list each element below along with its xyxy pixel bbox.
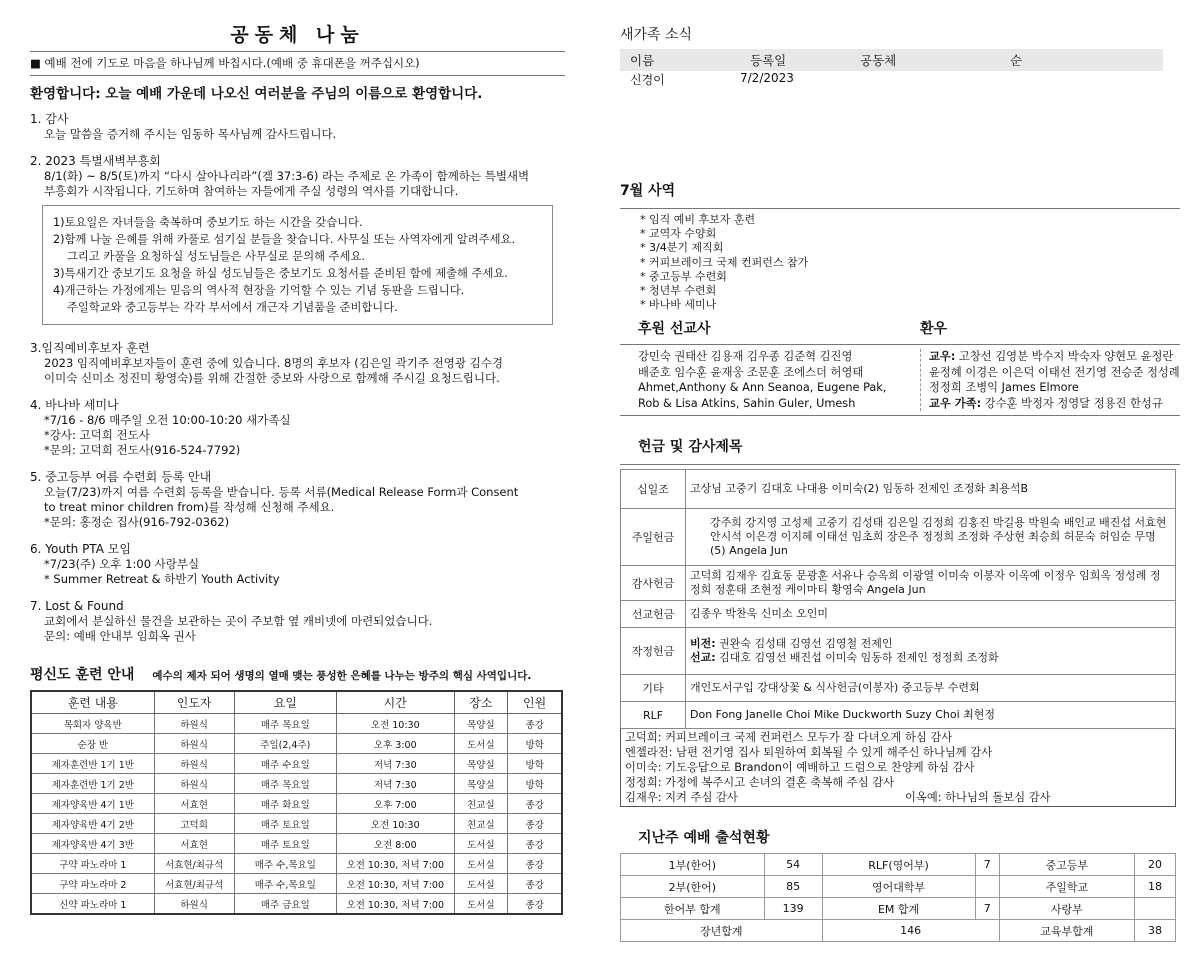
offering-category: RLF — [621, 702, 686, 729]
left-column — [30, 0, 565, 915]
training-cell: 도서실 — [454, 854, 508, 874]
divider — [620, 464, 1180, 465]
offering-text: 개인도서구입 강대상꽃 & 식사헌금(이봉자) 중고등부 수련회 — [690, 681, 980, 695]
training-row — [31, 794, 562, 814]
training-cell: 목양실 — [454, 754, 508, 774]
training-cell: 서효현/최규석 — [154, 854, 234, 874]
training-cell: 하원식 — [154, 774, 234, 794]
attendance-cell: 2부(한어) — [621, 876, 765, 898]
missionary-title: 후원 선교사 — [638, 321, 711, 338]
training-cell: 종강 — [508, 854, 562, 874]
training-col-header: 시간 — [337, 691, 455, 714]
attendance-title: 지난주 예배 출석현황 — [638, 830, 770, 847]
attendance-cell: 18 — [1135, 876, 1176, 898]
offering-text: 고상님 고중기 김대호 나대용 이미숙(2) 임동하 전제인 조정화 최용석B — [690, 482, 1029, 496]
attendance-cell — [975, 876, 999, 898]
attendance-cell — [1135, 898, 1176, 920]
offering-names — [686, 509, 1176, 566]
divider — [620, 208, 1180, 209]
attendance-total-row — [621, 920, 1176, 942]
training-cell: 도서실 — [454, 734, 508, 754]
training-cell: 매주 수,목요일 — [234, 874, 336, 894]
attendance-cell: 주일학교 — [999, 876, 1134, 898]
offering-text: 김대호 김영선 배진섭 이미숙 임동하 전제인 정정희 조정화 — [715, 651, 999, 665]
training-cell: 매주 목요일 — [234, 714, 336, 734]
divider — [620, 415, 1180, 416]
attendance-cell: EM 합계 — [822, 898, 975, 920]
training-table-header — [31, 691, 562, 714]
training-col-header: 인원 — [508, 691, 562, 714]
training-col-header: 인도자 — [154, 691, 234, 714]
offering-row — [621, 702, 1176, 729]
attendance-total-label: 장년합계 — [621, 920, 823, 942]
training-cell: 신약 파노라마 1 — [31, 894, 154, 915]
announcement-6: 6. Youth PTA 모임 *7/23(주) 오후 1:00 사랑부실 * Summer Retreat & 하반기 Youth Activity — [30, 542, 280, 586]
training-cell: 매주 화요일 — [234, 794, 336, 814]
training-cell: 하원식 — [154, 714, 234, 734]
training-row — [31, 714, 562, 734]
missionary-list: 강민숙 권태산 김용재 김우종 김준혁 김진영 배준호 임수훈 윤재웅 조문훈 조에스더 허영태 Ahmet,Anthony & Ann Seanoa, Eugene Pak, Rob & Lisa Atkins, Sahin Guler, Umesh — [638, 350, 887, 410]
training-cell: 제자훈련반 1기 2반 — [31, 774, 154, 794]
offering-names — [686, 566, 1176, 601]
training-cell: 종강 — [508, 794, 562, 814]
training-cell: 매주 수,목요일 — [234, 854, 336, 874]
sick-list: 교우: 고창선 김영분 박수지 박숙자 양현모 윤정란 윤정혜 이경은 이은덕 이태선 전기영 전승준 정성례 정정희 조병익 James Elmore 교우 가족: 강수훈 박정자 정영달 정용진 한성규 — [920, 349, 1180, 411]
training-col-header: 장소 — [454, 691, 508, 714]
offering-category: 감사헌금 — [621, 566, 686, 601]
training-cell: 저녁 7:30 — [337, 754, 455, 774]
divider — [30, 51, 565, 52]
offering-category: 주일헌금 — [621, 509, 686, 566]
offering-category: 십일조 — [621, 470, 686, 509]
july-item: * 3/4분기 제직회 — [640, 241, 724, 255]
attendance-cell: RLF(영어부) — [822, 854, 975, 876]
offering-text: Don Fong Janelle Choi Mike Duckworth Suzy Choi 최현정 — [690, 708, 996, 722]
july-title: 7월 사역 — [620, 183, 676, 199]
july-list — [620, 213, 1180, 312]
training-cell: 순장 반 — [31, 734, 154, 754]
training-cell: 매주 수요일 — [234, 754, 336, 774]
training-col-header: 훈련 내용 — [31, 691, 154, 714]
training-cell: 도서실 — [454, 874, 508, 894]
offering-text: 강주희 강지영 고성제 고중기 김성태 김은일 김정희 김홍진 박길용 박원숙 배인교 배진섭 서효현 안시석 이은경 이지혜 이태선 임초희 장은주 정정희 조정화 주상현 최승희 허문숙 허임순 무명(5) Angela Jun — [710, 516, 1167, 558]
training-cell: 종강 — [508, 894, 562, 915]
training-row — [31, 774, 562, 794]
welcome-text: 환영합니다: 오늘 예배 가운데 나오신 여러분을 주님의 이름으로 환영합니다. — [30, 86, 483, 102]
offering-text: 고덕희 김재우 김효동 문광훈 서유나 승옥희 이광열 이미숙 이봉자 이옥예 이정우 임희옥 정성례 정정희 정훈태 조현정 케이마티 황영숙 Angela Jun — [690, 569, 1161, 597]
training-cell: 오전 8:00 — [337, 834, 455, 854]
july-item: * 중고등부 수련회 — [640, 269, 727, 283]
offering-category: 기타 — [621, 675, 686, 702]
july-item: * 바나바 세미나 — [640, 298, 717, 312]
attendance-cell: 1부(한어) — [621, 854, 765, 876]
attendance-table — [620, 853, 1176, 942]
training-cell: 방학 — [508, 734, 562, 754]
training-cell: 도서실 — [454, 834, 508, 854]
notice: ■ 예배 전에 기도로 마음을 하나님께 바칩시다.(예배 중 휴대폰을 꺼주십시오) — [30, 56, 420, 70]
training-cell: 종강 — [508, 834, 562, 854]
offering-label: 비전: — [690, 637, 716, 651]
training-cell: 방학 — [508, 774, 562, 794]
training-cell: 오후 7:00 — [337, 794, 455, 814]
training-cell: 오전 10:30 — [337, 714, 455, 734]
training-cell: 도서실 — [454, 894, 508, 915]
offering-names — [686, 601, 1176, 628]
offering-row — [621, 628, 1176, 675]
july-item: * 임직 예비 후보자 훈련 — [640, 213, 756, 226]
newfamily-row: 신경이 7/2/2023 — [630, 71, 794, 87]
training-cell: 하원식 — [154, 894, 234, 915]
attendance-cell: 7 — [975, 898, 999, 920]
announcement-5: 5. 중고등부 여름 수련회 등록 안내 오늘(7/23)까지 여름 수련회 등록을 받습니다. 등록 서류(Medical Release Form과 Consent to treat minor children from)를 작성해 신청해 주세요. *문의: 홍정순 집사(916-792-0362) — [30, 470, 519, 529]
offering-names — [686, 675, 1176, 702]
training-cell: 고덕희 — [154, 814, 234, 834]
attendance-cell: 중고등부 — [999, 854, 1134, 876]
offering-row — [621, 509, 1176, 566]
attendance-cell: 영어대학부 — [822, 876, 975, 898]
training-cell: 제자양육반 4기 2반 — [31, 814, 154, 834]
attendance-cell: 139 — [764, 898, 822, 920]
training-cell: 하원식 — [154, 734, 234, 754]
training-cell: 오후 3:00 — [337, 734, 455, 754]
right-column — [620, 0, 1180, 942]
training-table — [30, 690, 563, 915]
july-item: * 청년부 수련회 — [640, 284, 717, 298]
training-cell: 매주 토요일 — [234, 814, 336, 834]
training-cell: 오전 10:30, 저녁 7:00 — [337, 854, 455, 874]
page-title: 공동체 나눔 — [230, 24, 365, 46]
training-cell: 매주 금요일 — [234, 894, 336, 915]
thanks-box: 고덕희: 커피브레이크 국제 컨퍼런스 모두가 잘 다녀오게 하심 감사 엔젤라전: 남편 전기영 집사 퇴원하여 회복될 수 있게 해주신 하나님께 감사 이미숙: 기도응답으로 Brandon이 예배하고 드럼으로 찬양케 하심 감사 정정희: 가정에 복주시고 손녀의 결혼 축복해 주심 감사 김재우: 지켜 주심 감사 이옥예: 하나님의 돌보심 감사 — [620, 729, 1176, 807]
training-row — [31, 734, 562, 754]
training-cell: 종강 — [508, 814, 562, 834]
training-cell: 제자훈련반 1기 1반 — [31, 754, 154, 774]
offering-names — [686, 702, 1176, 729]
training-cell: 오전 10:30 — [337, 814, 455, 834]
training-col-header: 요일 — [234, 691, 336, 714]
attendance-cell: 85 — [764, 876, 822, 898]
offering-table — [620, 469, 1176, 729]
training-cell: 목회자 양육반 — [31, 714, 154, 734]
training-cell: 서효현 — [154, 794, 234, 814]
training-cell: 친교실 — [454, 814, 508, 834]
sick-title: 환우 — [920, 321, 948, 338]
offering-category: 작정헌금 — [621, 628, 686, 675]
training-row — [31, 894, 562, 915]
offering-title: 헌금 및 감사제목 — [638, 439, 743, 456]
divider — [30, 75, 565, 76]
training-row — [31, 874, 562, 894]
training-row — [31, 754, 562, 774]
announcement-2: 2. 2023 특별새벽부흥회 8/1(화) ~ 8/5(토)까지 “다시 살아나리라”(겔 37:3-6) 라는 주제로 온 가족이 함께하는 특별새벽 부흥회가 시작됩니다. 기도하며 참여하는 자들에게 주실 성령의 역사를 기대합니다. — [30, 154, 530, 198]
training-cell: 목양실 — [454, 714, 508, 734]
attendance-edu-value: 38 — [1135, 920, 1176, 942]
announcement-7: 7. Lost & Found 교회에서 분실하신 물건을 보관하는 곳이 주보함 옆 캐비넷에 마련되었습니다. 문의: 예배 안내부 임희옥 권사 — [30, 599, 433, 643]
training-header — [30, 664, 565, 684]
training-cell: 구약 파노라마 1 — [31, 854, 154, 874]
offering-row — [621, 470, 1176, 509]
missionary-sick-body — [620, 349, 1180, 411]
revival-details-box: 1)토요일은 자녀들을 축복하며 중보기도 하는 시간을 갖습니다. 2)함께 나눌 은혜를 위해 카풀로 섬기실 분들을 찾습니다. 사무실 또는 사역자에게 알려주세요. 그리고 카풀을 요청하실 성도님들은 사무실로 문의해 주세요. 3)특새기간 중보기도 요청을 하실 성도님들은 중보기도 요청서를 준비된 함에 제출해 주세요. 4)개근하는 가정에게는 믿음의 역사적 현장을 기억할 수 있는 기념 동판을 드립니다. 주일학교와 중고등부는 각각 부서에서 개근자 기념품을 준비합니다. — [42, 205, 553, 325]
training-row — [31, 814, 562, 834]
offering-row — [621, 601, 1176, 628]
offering-text: 김종우 박찬욱 신미소 오인미 — [690, 607, 829, 621]
offering-row — [621, 566, 1176, 601]
training-cell: 하원식 — [154, 754, 234, 774]
training-cell: 제자양육반 4기 1반 — [31, 794, 154, 814]
offering-row — [621, 675, 1176, 702]
july-item: * 커피브레이크 국제 컨퍼런스 참가 — [640, 255, 809, 269]
training-cell: 방학 — [508, 754, 562, 774]
training-cell: 구약 파노라마 2 — [31, 874, 154, 894]
offering-category: 선교헌금 — [621, 601, 686, 628]
announcement-1: 1. 감사 오늘 말씀을 증거해 주시는 임동하 목사님께 감사드립니다. — [30, 112, 337, 141]
training-title: 평신도 훈련 안내 — [30, 667, 135, 683]
attendance-row — [621, 854, 1176, 876]
training-cell: 목양실 — [454, 774, 508, 794]
offering-text: 권완숙 김성태 김영선 김영철 전제인 — [715, 637, 893, 651]
training-cell: 매주 토요일 — [234, 834, 336, 854]
july-item: * 교역자 수양회 — [640, 227, 717, 241]
training-row — [31, 854, 562, 874]
missionary-sick-header — [620, 318, 1180, 338]
training-row — [31, 834, 562, 854]
training-subtitle: 예수의 제자 되어 생명의 열매 맺는 풍성한 은혜를 나누는 방주의 핵심 사역입니다. — [152, 670, 532, 682]
training-cell: 친교실 — [454, 794, 508, 814]
training-cell: 저녁 7:30 — [337, 774, 455, 794]
training-cell: 서효현/최규석 — [154, 874, 234, 894]
offering-label: 선교: — [690, 651, 716, 665]
newfamily-header: 이름 등록일 공동체 순 — [620, 49, 1163, 71]
training-cell: 서효현 — [154, 834, 234, 854]
divider — [620, 344, 1180, 345]
attendance-cell: 54 — [764, 854, 822, 876]
training-cell: 제자양육반 4기 3반 — [31, 834, 154, 854]
offering-names — [686, 628, 1176, 675]
attendance-row — [621, 876, 1176, 898]
attendance-cell: 한어부 합계 — [621, 898, 765, 920]
offering-names — [686, 470, 1176, 509]
announcement-4: 4. 바나바 세미나 *7/16 - 8/6 매주일 오전 10:00-10:20 새가족실 *강사: 고덕희 전도사 *문의: 고덕희 전도사(916-524-7792) — [30, 398, 291, 457]
newfamily-title: 새가족 소식 — [620, 27, 693, 43]
attendance-row — [621, 898, 1176, 920]
attendance-cell: 사랑부 — [999, 898, 1134, 920]
attendance-cell: 7 — [975, 854, 999, 876]
training-cell: 종강 — [508, 874, 562, 894]
attendance-cell: 20 — [1135, 854, 1176, 876]
training-cell: 오전 10:30, 저녁 7:00 — [337, 894, 455, 915]
attendance-total-value: 146 — [822, 920, 999, 942]
training-cell: 종강 — [508, 714, 562, 734]
attendance-edu-label: 교육부합계 — [999, 920, 1134, 942]
training-cell: 오전 10:30, 저녁 7:00 — [337, 874, 455, 894]
training-cell: 주일(2,4주) — [234, 734, 336, 754]
announcement-3: 3.임직예비후보자 훈련 2023 임직예비후보자들이 훈련 중에 있습니다. 8명의 후보자 (김은일 곽기주 전영광 김수경 이미숙 신미소 정진미 황영숙)를 위해 간절한 중보와 사랑으로 함께해 주시길 요청드립니다. — [30, 341, 503, 385]
training-cell: 매주 목요일 — [234, 774, 336, 794]
